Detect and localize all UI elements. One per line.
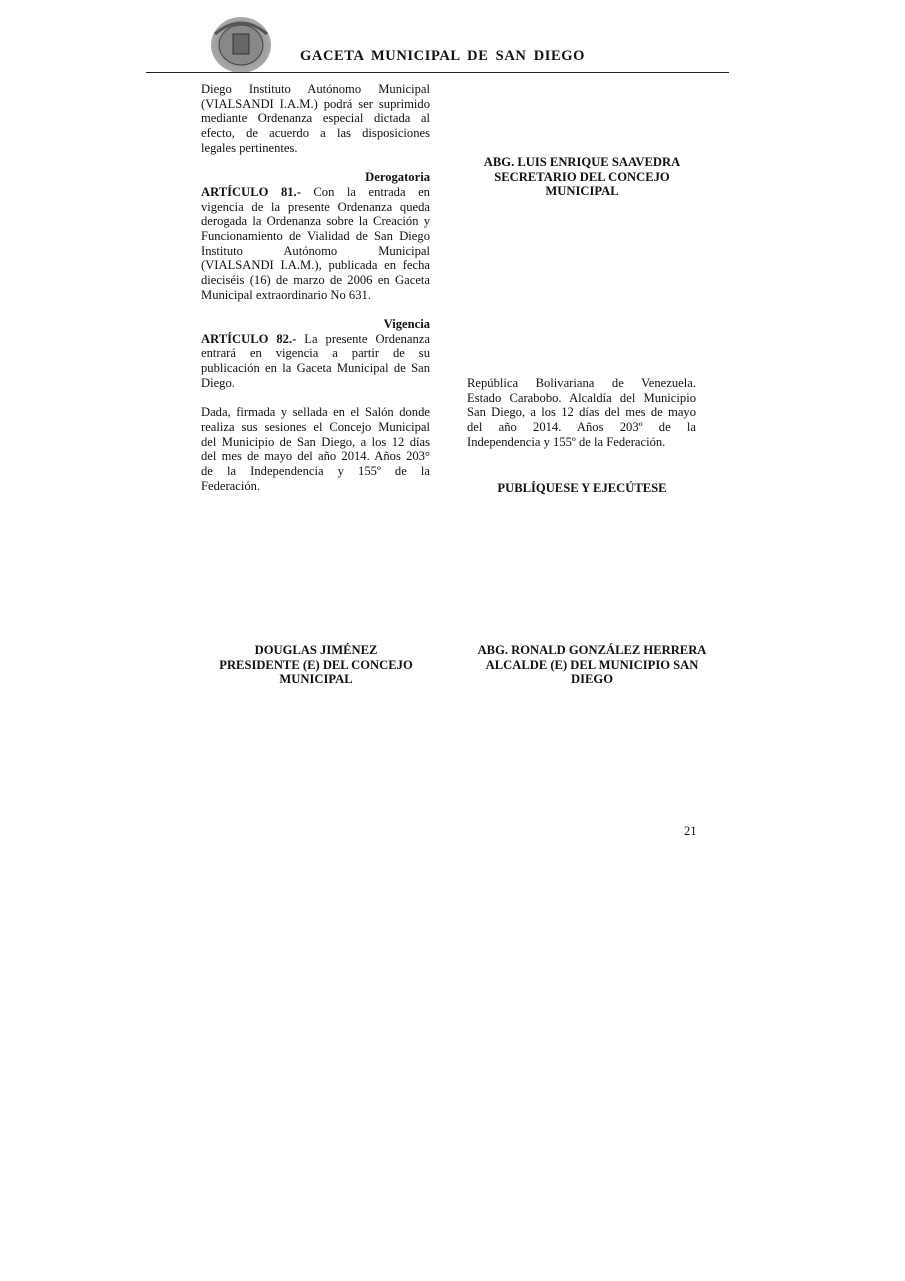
article-82-first-line: ARTÍCULO 82.- La presente Ordenanza (201, 331, 430, 346)
text-line: Municipal extraordinario No 631. (201, 287, 371, 302)
text-line: dieciséis (16) de marzo de 2006 en Gaceta (201, 272, 430, 287)
paragraph-suppression (201, 82, 430, 155)
text-line: del Municipio de San Diego, a los 12 días (201, 434, 430, 449)
text-line: DOUGLAS JIMÉNEZ (254, 643, 378, 657)
text-line: Federación. (201, 478, 261, 493)
signature-alcalde (467, 643, 717, 687)
signature-presidente (191, 643, 441, 687)
heading-vigencia: Vigencia (383, 317, 430, 332)
text-line: Diego Instituto Autónomo Municipal (201, 82, 430, 96)
signature-secretario (457, 155, 707, 199)
paragraph-republica (467, 376, 696, 449)
text-line: derogada la Ordenanza sobre la Creación y (201, 214, 430, 229)
text-line: entrará en vigencia a partir de su (201, 346, 430, 361)
text-line: ABG. RONALD GONZÁLEZ HERRERA (477, 643, 707, 657)
text-line: Estado Carabobo. Alcaldía del Municipio (467, 390, 696, 405)
text-line: mediante Ordenanza especial dictada al (201, 111, 430, 126)
text-line: del mes de mayo del año 2014. Años 203° (201, 449, 430, 464)
text-line: efecto, de acuerdo a las disposiciones (201, 126, 430, 141)
text-line: de la Independencia y 155º de la (201, 463, 430, 478)
header-divider (146, 72, 729, 73)
text-line: Instituto Autónomo Municipal (201, 243, 430, 258)
municipal-seal-logo (209, 14, 273, 74)
text-line: SECRETARIO DEL CONCEJO (494, 169, 670, 184)
gazette-title: GACETA MUNICIPAL DE SAN DIEGO (300, 48, 586, 64)
publiquese-heading: PUBLÍQUESE Y EJECÚTESE (497, 481, 667, 495)
text-line: Dada, firmada y sellada en el Salón donde (201, 405, 430, 420)
heading-derogatoria: Derogatoria (365, 170, 430, 185)
text-line: (VIALSANDI I.A.M.), publicada en fecha (201, 258, 430, 273)
text-line: del año 2014. Años 203º de la (467, 420, 696, 435)
text-line: Independencia y 155º de la Federación. (467, 434, 666, 449)
page-number: 21 (684, 824, 697, 838)
text-line: ABG. LUIS ENRIQUE SAAVEDRA (483, 155, 681, 169)
article-81-first-line: ARTÍCULO 81.- Con la entrada en (201, 184, 430, 199)
text-line: legales pertinentes. (201, 140, 298, 155)
text-line: San Diego, a los 12 días del mes de mayo (467, 405, 696, 420)
text-line: publicación en la Gaceta Municipal de San (201, 361, 430, 376)
text-line: PRESIDENTE (E) DEL CONCEJO (219, 657, 413, 672)
text-line: vigencia de la presente Ordenanza queda (201, 199, 430, 214)
text-line: realiza sus sesiones el Concejo Municipal (201, 419, 430, 434)
article-82 (201, 346, 430, 390)
text-line: MUNICIPAL (279, 672, 353, 687)
text-line: MUNICIPAL (545, 184, 619, 199)
text-line: DIEGO (571, 672, 613, 687)
text-line: Diego. (201, 375, 235, 390)
paragraph-dada (201, 405, 430, 493)
text-line: Funcionamiento de Vialidad de San Diego (201, 228, 430, 243)
article-81 (201, 200, 430, 303)
text-line: ALCALDE (E) DEL MUNICIPIO SAN (485, 657, 699, 672)
left-column (201, 82, 430, 493)
text-line: (VIALSANDI I.A.M.) podrá ser suprimido (201, 96, 430, 111)
text-line: República Bolivariana de Venezuela. (467, 376, 696, 390)
